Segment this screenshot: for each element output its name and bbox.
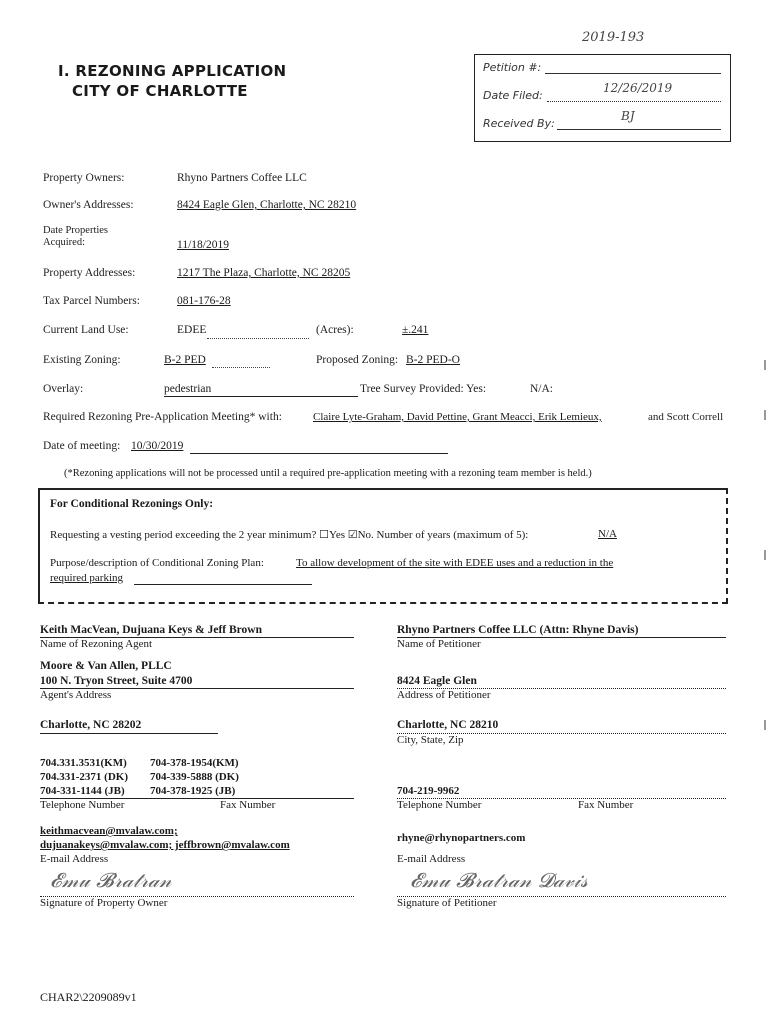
petitioner-email[interactable]: rhyne@rhynopartners.com — [397, 832, 526, 844]
land-use-line[interactable] — [207, 338, 309, 339]
processing-note: (*Rezoning applications will not be processed until a required pre-application meeting with a rezoning team member is held.) — [64, 468, 592, 479]
received-by-value: BJ — [621, 109, 635, 123]
land-use-value: EDEE — [177, 324, 207, 336]
agent-city-line — [40, 733, 218, 734]
date-filed-label: Date Filed: — [483, 89, 543, 102]
tax-parcel-value: 081-176-28 — [177, 295, 231, 307]
agent-address: 100 N. Tryon Street, Suite 4700 — [40, 675, 193, 687]
tree-survey-label: Tree Survey Provided: Yes: — [360, 383, 487, 395]
owner-address-value: 8424 Eagle Glen, Charlotte, NC 28210 — [177, 199, 357, 211]
agent-phone-label: Telephone Number — [40, 799, 125, 811]
petition-number-label: Petition #: — [483, 61, 542, 74]
petition-number-line[interactable] — [545, 73, 721, 74]
page-subtitle: CITY OF CHARLOTTE — [72, 82, 248, 100]
tree-survey-na: N/A: — [530, 383, 553, 395]
purpose-label: Purpose/description of Conditional Zoning Plan: — [50, 557, 264, 569]
petitioner-signature: 𝓔𝓂𝓊 𝓑𝓇𝒶𝓉𝓇𝒶𝓃 𝓓𝒶𝓋𝒾𝓈 — [410, 868, 588, 892]
office-use-box — [474, 54, 731, 142]
agent-phone-3: 704-331-1144 (JB) — [40, 785, 125, 797]
petitioner-signature-label: Signature of Petitioner — [397, 897, 497, 909]
agent-fax-label: Fax Number — [220, 799, 276, 811]
agent-email-label: E-mail Address — [40, 853, 109, 865]
petitioner-phone: 704-219-9962 — [397, 785, 460, 797]
date-acquired-label — [43, 225, 108, 249]
tax-parcel-label: Tax Parcel Numbers: — [43, 295, 140, 307]
petitioner-name: Rhyno Partners Coffee LLC (Attn: Rhyne Davis) — [397, 624, 639, 636]
pre-application-meeting-value-tail: and Scott Correll — [648, 411, 724, 423]
owner-signature-label: Signature of Property Owner — [40, 897, 168, 909]
scan-mark — [764, 360, 766, 370]
overlay-label: Overlay: — [43, 383, 84, 395]
agent-address-label: Agent's Address — [40, 689, 112, 701]
existing-zoning-value: B-2 PED — [164, 354, 206, 366]
petitioner-city-label: City, State, Zip — [397, 734, 464, 746]
petitioner-phone-label: Telephone Number — [397, 799, 482, 811]
purpose-value-line1: To allow development of the site with EDEE uses and a reduction in the — [296, 557, 614, 569]
vesting-years-value: N/A — [598, 528, 617, 540]
page-title: I. REZONING APPLICATION — [58, 62, 287, 80]
agent-name-label: Name of Rezoning Agent — [40, 638, 153, 650]
meeting-date-value: 10/30/2019 — [131, 440, 184, 452]
land-use-label: Current Land Use: — [43, 324, 129, 336]
property-owners-label: Property Owners: — [43, 172, 125, 184]
scan-mark — [764, 550, 766, 560]
meeting-date-label: Date of meeting: — [43, 440, 121, 452]
pre-application-meeting-label: Required Rezoning Pre-Application Meeting* with: — [43, 411, 282, 423]
acres-label: (Acres): — [316, 324, 354, 336]
property-owners-value: Rhyno Partners Coffee LLC — [177, 172, 307, 184]
handwritten-petition-number: 2019-193 — [582, 30, 645, 45]
petitioner-fax-label: Fax Number — [578, 799, 634, 811]
agent-fax-3: 704-378-1925 (JB) — [150, 785, 236, 797]
vesting-period-text: Requesting a vesting period exceeding the 2 year minimum? ☐Yes ☑No. Number of years (maximum of 5): — [50, 529, 529, 541]
date-acquired-label-line2: Acquired: — [43, 237, 85, 248]
conditional-heading: For Conditional Rezonings Only: — [50, 498, 214, 510]
agent-email-1[interactable]: keithmacvean@mvalaw.com; — [40, 825, 178, 837]
overlay-line[interactable] — [164, 396, 358, 397]
existing-zoning-label: Existing Zoning: — [43, 354, 121, 366]
purpose-value-line2: required parking — [50, 572, 123, 584]
petitioner-email-label: E-mail Address — [397, 853, 466, 865]
property-address-label: Property Addresses: — [43, 267, 136, 279]
proposed-zoning-label: Proposed Zoning: — [316, 354, 399, 366]
agent-name: Keith MacVean, Dujuana Keys & Jeff Brown — [40, 624, 263, 636]
agent-city: Charlotte, NC 28202 — [40, 719, 142, 731]
date-filed-line[interactable] — [547, 101, 721, 102]
petitioner-name-label: Name of Petitioner — [397, 638, 481, 650]
petitioner-address-label: Address of Petitioner — [397, 689, 491, 701]
owner-signature: 𝓔𝓂𝓊 𝓑𝓇𝒶𝓉𝓇𝒶𝓃 — [50, 868, 172, 892]
acres-value: ±.241 — [402, 324, 429, 336]
agent-firm: Moore & Van Allen, PLLC — [40, 660, 172, 672]
agent-fax-1: 704-378-1954(KM) — [150, 757, 239, 769]
proposed-zoning-value: B-2 PED-O — [406, 354, 460, 366]
agent-phone-1: 704.331.3531(KM) — [40, 757, 127, 769]
scan-mark — [764, 410, 766, 420]
petitioner-address: 8424 Eagle Glen — [397, 675, 477, 687]
agent-fax-2: 704-339-5888 (DK) — [150, 771, 239, 783]
scan-mark — [764, 720, 766, 730]
meeting-date-line[interactable] — [190, 453, 448, 454]
date-acquired-label-line1: Date Properties — [43, 225, 109, 236]
date-acquired-value: 11/18/2019 — [177, 239, 229, 251]
received-by-line[interactable] — [557, 129, 721, 130]
overlay-value: pedestrian — [164, 383, 212, 395]
property-address-value: 1217 The Plaza, Charlotte, NC 28205 — [177, 267, 351, 279]
date-filed-value: 12/26/2019 — [603, 81, 673, 95]
petitioner-city: Charlotte, NC 28210 — [397, 719, 499, 731]
agent-email-2[interactable]: dujuanakeys@mvalaw.com; jeffbrown@mvalaw.com — [40, 839, 290, 851]
owner-address-label: Owner's Addresses: — [43, 199, 134, 211]
existing-zoning-line[interactable] — [212, 367, 270, 368]
purpose-line[interactable] — [134, 584, 312, 585]
pre-application-meeting-value: Claire Lyte-Graham, David Pettine, Grant Meacci, Erik Lemieux, — [313, 411, 602, 423]
agent-phone-2: 704.331-2371 (DK) — [40, 771, 128, 783]
document-id: CHAR2\2209089v1 — [40, 990, 137, 1004]
received-by-label: Received By: — [483, 117, 555, 130]
